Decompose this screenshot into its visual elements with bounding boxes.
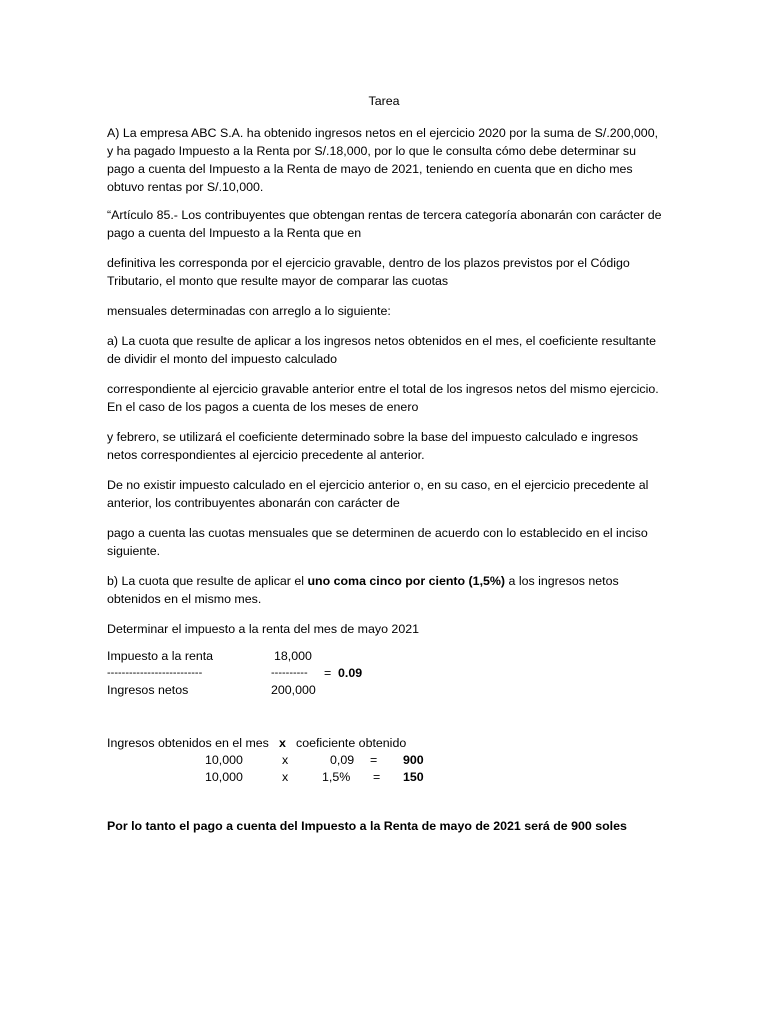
calc-income: 10,000	[205, 753, 243, 767]
document-title: Tarea	[368, 94, 400, 108]
calc-factor: 1,5%	[322, 770, 351, 784]
calc-eq: =	[373, 770, 381, 784]
calc-result: 150	[403, 770, 424, 784]
coefficient-numerator-row	[107, 647, 663, 665]
paragraph-no-tax-calculated: De no existir impuesto calculado en el ejercicio anterior o, en su caso, en el ejercicio precedente al anterior, los contribuyentes abonarán con carácter de	[107, 478, 649, 510]
coefficient-equals: =	[324, 666, 332, 680]
coefficient-rule-row	[107, 664, 663, 682]
clause-b-text-start: b) La cuota que resulte de aplicar el	[107, 574, 308, 588]
numerator-label: Impuesto a la renta	[107, 649, 214, 663]
numerator-value: 18,000	[274, 649, 312, 663]
calc-income: 10,000	[205, 770, 243, 784]
calc-row	[107, 768, 663, 786]
coefficient-denominator-row	[107, 681, 663, 699]
calc-eq: =	[370, 753, 378, 767]
paragraph-problem-statement: A) La empresa ABC S.A. ha obtenido ingresos netos en el ejercicio 2020 por la suma de S/.200,000, y ha pagado Impuesto a la Renta por S/.18,000, por lo que le consulta cómo debe determinar su pago a cuenta del Impuesto a la Renta de mayo de 2021, teniendo en cuenta que en dicho mes obtuvo rentas por S/.10,000.	[107, 126, 659, 194]
paragraph-article-85-continued: definitiva les corresponda por el ejercicio gravable, dentro de los plazos previstos por el Código Tributario, el monto que resulte mayor de comparar las cuotas	[107, 256, 630, 288]
paragraph-clause-a-continued: correspondiente al ejercicio gravable anterior entre el total de los ingresos netos del mismo ejercicio. En el caso de los pagos a cuenta de los meses de enero	[107, 382, 659, 414]
calc-op: x	[282, 770, 289, 784]
paragraph-clause-a: a) La cuota que resulte de aplicar a los ingresos netos obtenidos en el mes, el coeficiente resultante de dividir el monto del impuesto calculado	[107, 334, 656, 366]
denominator-label: Ingresos netos	[107, 683, 189, 697]
paragraph-january-february: y febrero, se utilizará el coeficiente determinado sobre la base del impuesto calculado e ingresos netos correspondientes al ejercicio precedente al anterior.	[107, 430, 639, 462]
calc-op: x	[282, 753, 289, 767]
calc-header-coefficient: coeficiente obtenido	[296, 736, 407, 750]
calc-header-op: x	[279, 736, 286, 750]
determine-heading: Determinar el impuesto a la renta del mes de mayo 2021	[107, 622, 419, 636]
label-rule: --------------------------	[107, 667, 203, 679]
calc-result: 900	[403, 753, 424, 767]
calc-header-row	[107, 734, 663, 752]
coefficient-result: 0.09	[338, 666, 363, 680]
calc-row	[107, 751, 663, 769]
paragraph-payment-on-account: pago a cuenta las cuotas mensuales que se determinen de acuerdo con lo establecido en el inciso siguiente.	[107, 526, 648, 558]
conclusion: Por lo tanto el pago a cuenta del Impuesto a la Renta de mayo de 2021 será de 900 soles	[107, 819, 627, 833]
clause-b-text-end: a los ingresos netos obtenidos en el mismo mes.	[107, 574, 619, 606]
paragraph-article-85: “Artículo 85.- Los contribuyentes que obtengan rentas de tercera categoría abonarán con carácter de pago a cuenta del Impuesto a la Renta que en	[107, 208, 662, 240]
calc-factor: 0,09	[330, 753, 355, 767]
clause-b-rate-text: uno coma cinco por ciento (1,5%)	[307, 574, 506, 588]
calc-header-income: Ingresos obtenidos en el mes	[107, 736, 269, 750]
paragraph-clause-b	[107, 572, 663, 608]
denominator-value: 200,000	[271, 683, 316, 697]
value-rule: ----------	[271, 667, 308, 679]
paragraph-monthly-quotas: mensuales determinadas con arreglo a lo siguiente:	[107, 304, 391, 318]
